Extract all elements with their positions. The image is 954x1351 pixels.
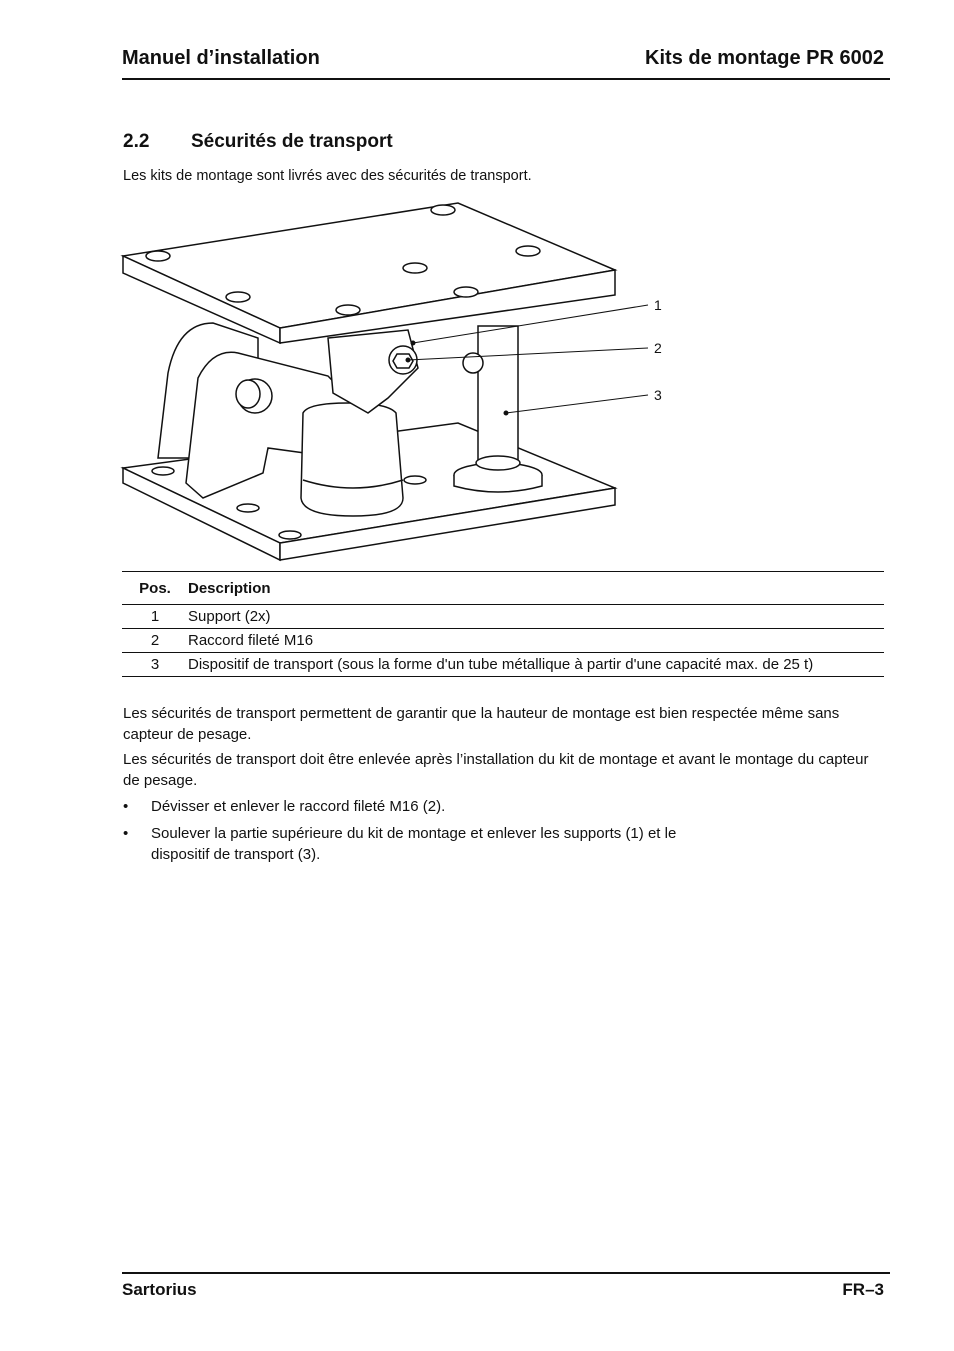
row-desc: Raccord fileté M16 [188,629,884,653]
section-title: Sécurités de transport [191,131,393,152]
page-header [122,44,890,80]
callout-2: 2 [654,340,662,356]
paragraph-1: Les sécurités de transport permettent de garantir que la hauteur de montage est bien respectée même sans capteur de pesage. [123,705,840,743]
table-header-row [122,572,884,605]
page-footer [122,1272,890,1299]
bullet-text: Soulever la partie supérieure du kit de montage et enlever les supports (1) et le dispositif de transport (3). [151,825,677,863]
row-pos: 1 [122,605,188,629]
table-row [122,629,884,653]
load-cell [301,403,403,516]
callout-3: 3 [654,387,662,403]
table-row [122,653,884,677]
mounting-kit-figure [118,198,678,568]
footer-page-number: FR–3 [842,1280,884,1299]
callout-1: 1 [654,297,662,313]
paragraph-2: Les sécurités de transport doit être enlevée après l’installation du kit de montage et avant le montage du capteur de pesage. [123,751,869,789]
parts-table [122,571,884,677]
header-title: Manuel d’installation [122,47,320,69]
row-pos: 2 [122,629,188,653]
section-number: 2.2 [123,131,150,152]
bullet-dot-icon: • [123,825,129,842]
table-row [122,605,884,629]
col-header-pos: Pos. [122,572,188,605]
header-product: Kits de montage PR 6002 [645,47,884,69]
row-desc: Support (2x) [188,605,884,629]
row-pos: 3 [122,653,188,677]
transport-tube [478,326,518,464]
col-header-description: Description [188,572,884,605]
section-heading [123,131,393,153]
top-plate [123,203,615,328]
footer-company: Sartorius [122,1280,197,1299]
row-desc: Dispositif de transport (sous la forme d'un tube métallique à partir d'une capacité max. de 25 t) [188,653,884,677]
intro-text: Les kits de montage sont livrés avec des sécurités de transport. [123,168,532,184]
bullet-dot-icon: • [123,798,129,815]
bullet-text: Dévisser et enlever le raccord fileté M16 (2). [151,798,446,815]
